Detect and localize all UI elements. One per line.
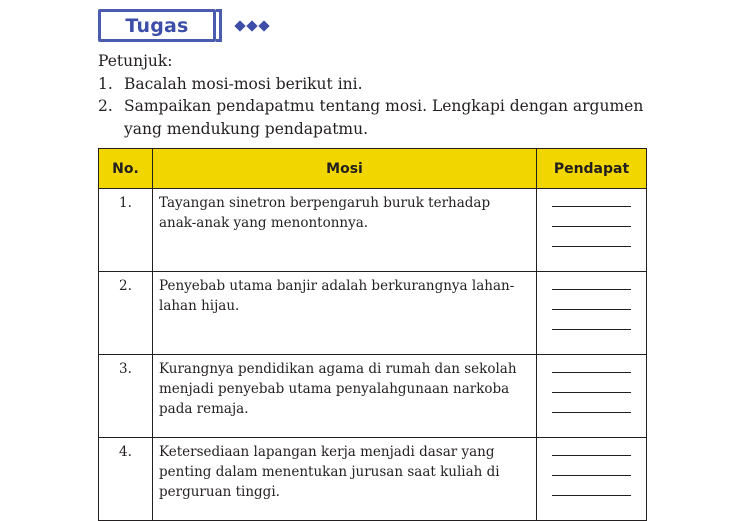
row-pendapat-blank — [537, 272, 647, 355]
instructions-list — [98, 73, 658, 141]
row-mosi: Kurangnya pendidikan agama di rumah dan sekolah menjadi penyebab utama penyalahgunaan narkoba pada remaja. — [153, 355, 537, 438]
diamond-icon — [246, 20, 257, 31]
blank-line — [552, 310, 631, 330]
column-header-no: No. — [99, 149, 153, 189]
tugas-label: Tugas — [125, 14, 189, 37]
blank-line — [552, 373, 631, 393]
row-number: 1. — [99, 189, 153, 272]
blank-line — [552, 393, 631, 413]
row-mosi: Penyebab utama banjir adalah berkurangnya lahan-lahan hijau. — [153, 272, 537, 355]
row-mosi: Tayangan sinetron berpengaruh buruk terhadap anak-anak yang menontonnya. — [153, 189, 537, 272]
table-row — [99, 189, 647, 272]
column-header-mosi: Mosi — [153, 149, 537, 189]
diamond-icon — [234, 20, 245, 31]
table-row — [99, 355, 647, 438]
instruction-number: 2. — [98, 97, 113, 115]
row-pendapat-blank — [537, 189, 647, 272]
row-number: 4. — [99, 438, 153, 521]
row-number: 3. — [99, 355, 153, 438]
column-header-pendapat: Pendapat — [537, 149, 647, 189]
blank-line — [552, 290, 631, 310]
row-number: 2. — [99, 272, 153, 355]
diamond-icon — [258, 20, 269, 31]
table-row — [99, 438, 647, 521]
blank-line — [552, 476, 631, 496]
instructions — [98, 50, 658, 140]
instruction-item — [98, 73, 658, 96]
instruction-text: Bacalah mosi-mosi berikut ini. — [124, 74, 363, 93]
instruction-text: Sampaikan pendapatmu tentang mosi. Lengkapi dengan argumen yang mendukung pendapatmu. — [124, 97, 644, 138]
diamond-ornament-icon — [236, 22, 268, 30]
instruction-number: 1. — [98, 74, 113, 93]
row-pendapat-blank — [537, 355, 647, 438]
row-mosi: Ketersediaan lapangan kerja menjadi dasar yang penting dalam menentukan jurusan saat kuliah di perguruan tinggi. — [153, 438, 537, 521]
blank-line — [552, 227, 631, 247]
instruction-item — [98, 95, 658, 140]
blank-line — [552, 456, 631, 476]
mosi-table — [98, 148, 647, 521]
table-header-row — [99, 149, 647, 189]
section-header — [98, 7, 268, 44]
tugas-label-box — [98, 9, 216, 42]
instructions-title: Petunjuk: — [98, 52, 173, 70]
blank-line — [552, 207, 631, 227]
row-pendapat-blank — [537, 438, 647, 521]
table-row — [99, 272, 647, 355]
